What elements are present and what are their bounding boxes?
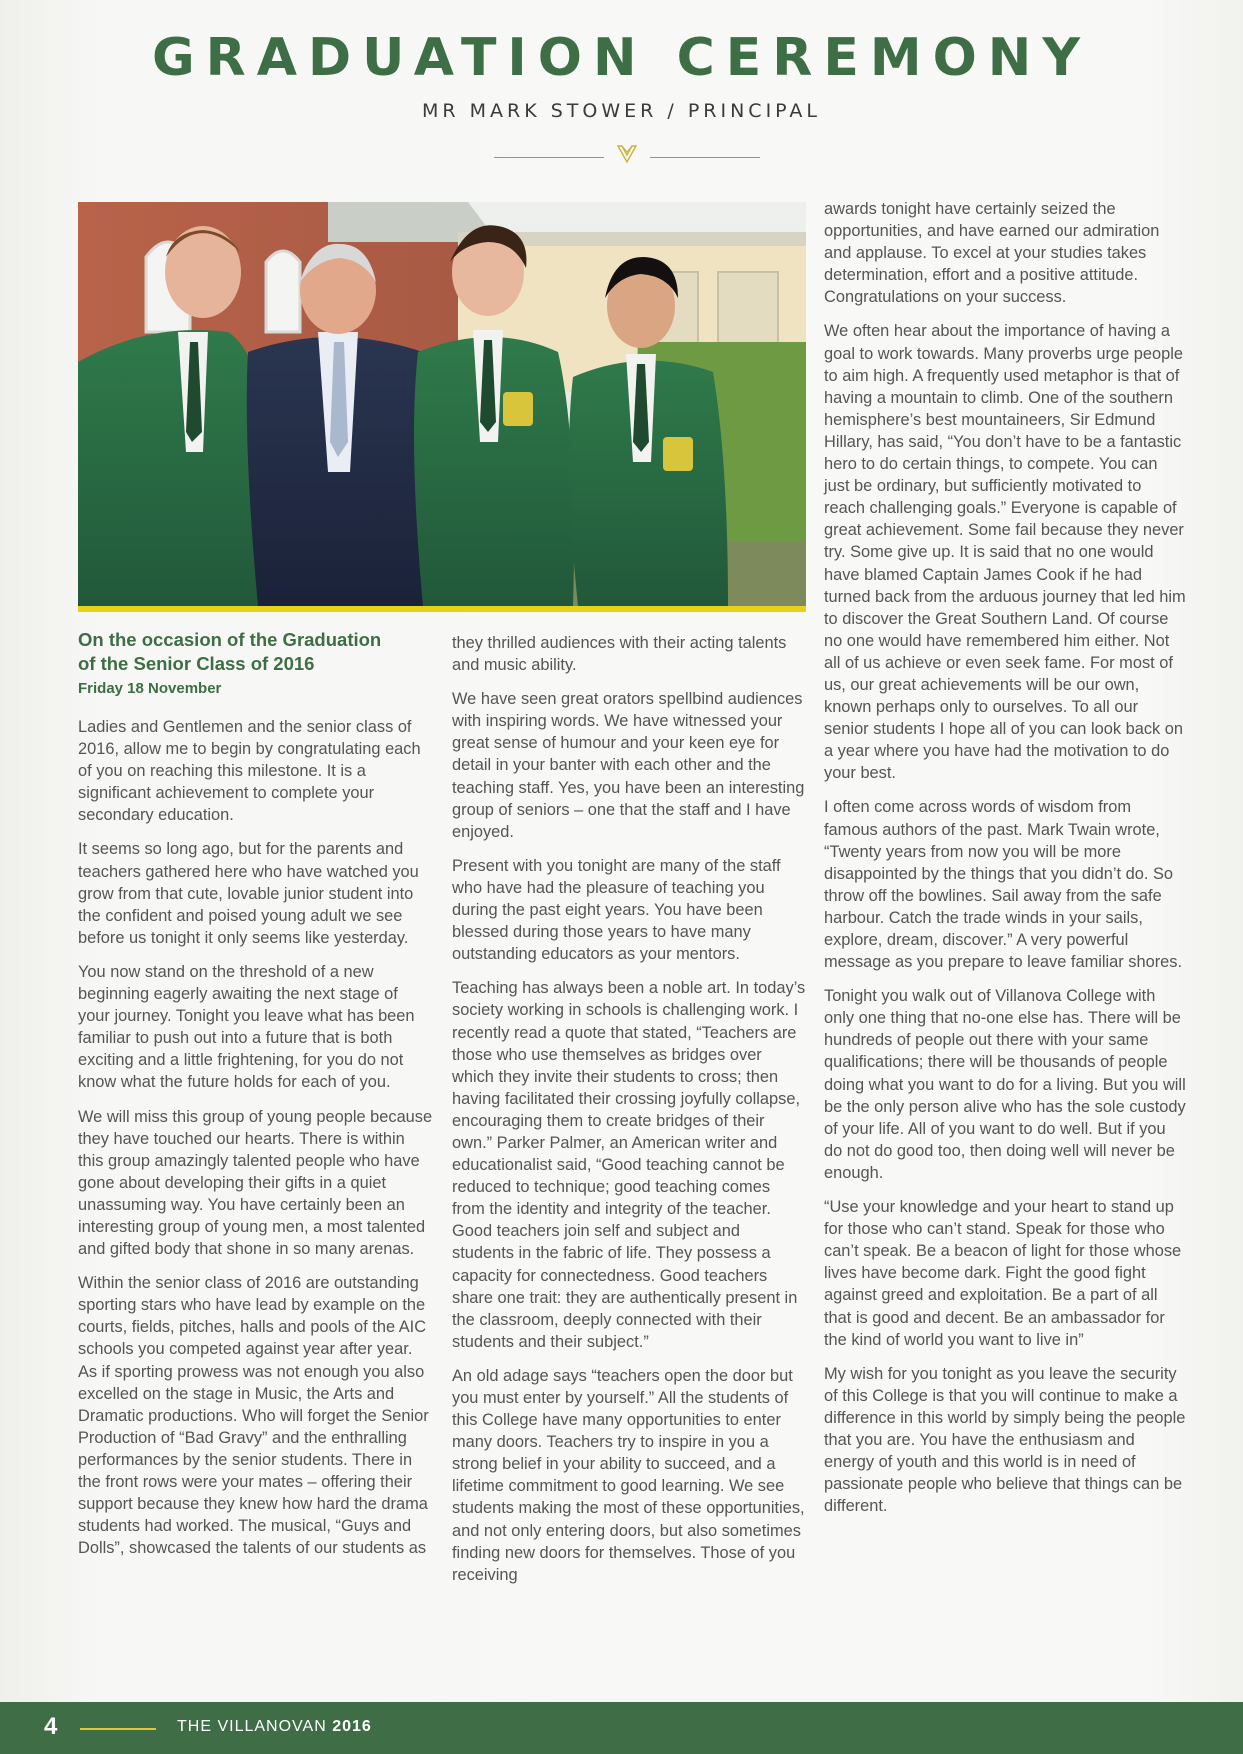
paragraph: Present with you tonight are many of the staff who have had the pleasure of teaching you during the past eight years. You have been blessed during those years to have many outstanding educators as your mentors.: [452, 856, 781, 964]
publication-title: THE VILLANOVAN: [177, 1718, 327, 1735]
paragraph: Teaching has always been a noble art. In today’s society working in schools is challenging work. I recently read a quote that stated, “Teachers are those who use themselves as bridges over which they invite their students to cross; then having facilitated their crossing joyfully collapse, encouraging them to create bridges of their own.” Parker Palmer, an American writer and educationalist said, “Good teaching cannot be reduced to technique; good teaching comes from the identity and integrity of the teacher. Good teachers join self and subject and students in the fabric of life. They possess a capacity for connectedness. Good teachers share one trait: they are authentically present in the classroom, deeply connected with their students and their subject.”: [452, 979, 806, 1351]
page-footer: [0, 1702, 1243, 1754]
page-title: GRADUATION CEREMONY: [152, 28, 1091, 88]
article-column-1: [78, 716, 434, 1571]
college-v-emblem-icon: [616, 142, 638, 164]
paragraph: My wish for you tonight as you leave the security of this College is that you will continue to make a difference in this world by simply being the people that you are. You have the enthusiasm and energy of youth and this world is in need of passionate people who believe that things can be different.: [824, 1364, 1186, 1516]
paragraph: I often come across words of wisdom from famous authors of the past. Mark Twain wrote, “Twenty years from now you will be more disappointed by the things that you didn’t do. So throw off the bowlines. Sail away from the safe harbour. Catch the trade winds in your sails, explore, dream, discover.” A very powerful message as you prepare to leave familiar shores.: [824, 798, 1183, 972]
publication-year: 2016: [332, 1718, 372, 1735]
article-intro: [78, 628, 434, 697]
paragraph: We have seen great orators spellbind audiences with inspiring words. We have witnessed your great sense of humour and your keen eye for detail in your banter with each other and the teaching staff. Yes, you have been an interesting group of seniors – one that the staff and I have enjoyed.: [452, 690, 805, 841]
title-ornament: [494, 142, 760, 166]
intro-heading: [78, 628, 434, 676]
paragraph: “Use your knowledge and your heart to stand up for those who can’t stand. Speak for those who can’t speak. Be a beacon of light for those whose lives have become dark. Fight the good fight against greed and exploitation. Be a part of all that is good and decent. Be an ambassador for the kind of world you want to live in”: [824, 1198, 1182, 1349]
paragraph: We often hear about the importance of having a goal to work towards. Many proverbs urge people to aim high. A frequently used metaphor is that of having a mountain to climb. One of the southern hemisphere’s best mountaineers, Sir Edmund Hillary, has said, “You don’t have to be a fantastic hero to do certain things, to compete. You can just be ordinary, but sufficiently motivated to reach challenging goals.” Everyone is capable of great achievement. Some fail because they never try. Some give up. It is said that no one would have blamed Captain James Cook if he had turned back from the arduous journey that led him to discover the Great Southern Land. Of course no one would have remembered him either. Not all of us achieve or even seek fame. For most of us, our great achievements will be our own, known perhaps only to ourselves. To all our senior students I hope all of you can look back on a year where you have had the motivation to do your best.: [824, 322, 1186, 783]
paragraph: awards tonight have certainly seized the opportunities, and have earned our admiration and applause. To excel at your studies takes determination, effort and a positive attitude. Congratulations on your success.: [824, 200, 1160, 307]
intro-heading-line-1: On the occasion of the Graduation: [78, 629, 382, 650]
paragraph: You now stand on the threshold of a new beginning eagerly awaiting the next stage of your journey. Tonight you leave what has been familiar to push out into a future that is both exciting and a little frightening, for you do not know what the future holds for each of you.: [78, 962, 415, 1092]
footer-divider: [80, 1728, 156, 1730]
ornament-line-left: [494, 157, 604, 158]
graduation-photo: [78, 202, 806, 606]
intro-heading-line-2: of the Senior Class of 2016: [78, 653, 315, 674]
paragraph: Tonight you walk out of Villanova College with only one thing that no-one else has. There will be hundreds of people out there with your same qualifications; there will be thousands of people doing what you want to do for a living. But you will be the only person alive who has the sole custody of your life. All of you want to do well. But if you do not do good too, then doing well will never be enough.: [824, 987, 1186, 1182]
paragraph: We will miss this group of young people because they have touched our hearts. There is within this group amazingly talented people who have gone about developing their gifts in a quiet unassuming way. You have certainly been an interesting group of young men, a most talented and gifted body that shone in so many arenas.: [78, 1107, 433, 1259]
ceremony-date: Friday 18 November: [78, 680, 222, 697]
paragraph: It seems so long ago, but for the parents and teachers gathered here who have watched you grow from that cute, lovable junior student into the confident and poised young adult we see before us tonight it only seems like yesterday.: [78, 840, 419, 947]
article-column-2: [452, 632, 806, 1598]
author-byline: MR MARK STOWER / PRINCIPAL: [422, 100, 821, 122]
article-column-3: [824, 198, 1186, 1529]
ornament-line-right: [650, 157, 760, 158]
publication-name: [177, 1718, 372, 1736]
paragraph: Within the senior class of 2016 are outstanding sporting stars who have lead by example on the courts, fields, pitches, halls and pools of the AIC schools you competed against year after year. As if sporting prowess was not enough you also excelled on the stage in Music, the Arts and Dramatic productions. Who will forget the Senior Production of “Bad Gravy” and the enthralling performances by the senior students. There in the front rows were your mates – offering their support because they knew how hard the drama students had worked. The musical, “Guys and Dolls”, showcased the talents of our students as: [78, 1274, 429, 1558]
paragraph: An old adage says “teachers open the door but you must enter by yourself.” All the students of this College have many opportunities to enter many doors. Teachers try to inspire in you a strong belief in your ability to succeed, and a lifetime commitment to good learning. We see students making the most of these opportunities, and not only entering doors, but also sometimes finding new doors for themselves. Those of you receiving: [452, 1366, 805, 1584]
photo-accent-bar: [78, 606, 806, 612]
paragraph: Ladies and Gentlemen and the senior class of 2016, allow me to begin by congratulating each of you on reaching this milestone. It is a significant achievement to complete your secondary education.: [78, 718, 421, 825]
page-number: 4: [44, 1713, 58, 1740]
paragraph: they thrilled audiences with their acting talents and music ability.: [452, 634, 787, 675]
